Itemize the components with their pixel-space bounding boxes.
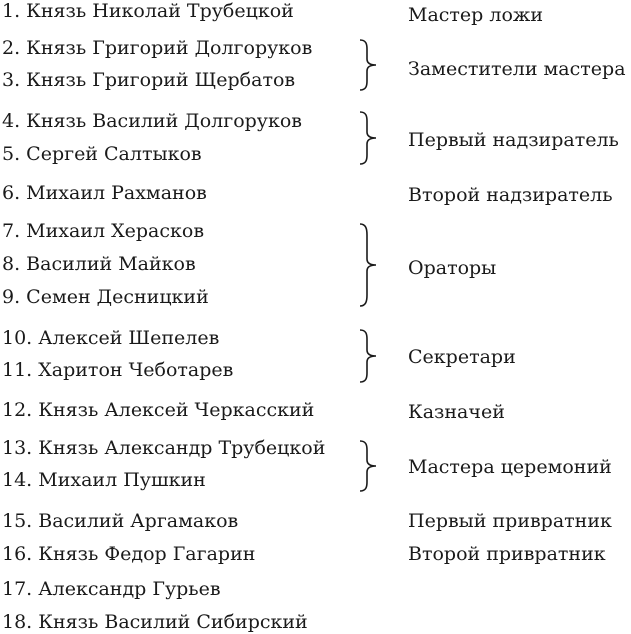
member-12: 12. Князь Алексей Черкасский	[2, 399, 315, 421]
member-14: 14. Михаил Пушкин	[2, 469, 206, 491]
member-10: 10. Алексей Шепелев	[2, 327, 220, 349]
role-ceremony-masters: Мастера церемоний	[408, 456, 612, 478]
role-second-warden: Второй надзиратель	[408, 184, 613, 206]
brace-deputies	[356, 39, 380, 91]
member-3: 3. Князь Григорий Щербатов	[2, 69, 296, 91]
brace-secretaries	[356, 329, 380, 383]
member-1: 1. Князь Николай Трубецкой	[2, 0, 294, 22]
role-orators: Ораторы	[408, 257, 497, 279]
member-7: 7. Михаил Херасков	[2, 220, 205, 242]
role-treasurer: Казначей	[408, 401, 505, 423]
brace-ceremony-masters	[356, 440, 380, 492]
role-deputy-masters: Заместители мастера	[408, 58, 626, 80]
member-6: 6. Михаил Рахманов	[2, 182, 207, 204]
role-lodge-master: Мастер ложи	[408, 4, 544, 26]
member-18: 18. Князь Василий Сибирский	[2, 611, 308, 633]
role-secretaries: Секретари	[408, 346, 516, 368]
member-8: 8. Василий Майков	[2, 253, 196, 275]
member-17: 17. Александр Гурьев	[2, 578, 221, 600]
member-5: 5. Сергей Салтыков	[2, 143, 202, 165]
brace-orators	[356, 223, 380, 307]
role-first-warden: Первый надзиратель	[408, 129, 619, 151]
member-2: 2. Князь Григорий Долгоруков	[2, 37, 313, 59]
member-9: 9. Семен Десницкий	[2, 286, 209, 308]
member-15: 15. Василий Аргамаков	[2, 510, 239, 532]
member-16: 16. Князь Федор Гагарин	[2, 543, 256, 565]
member-13: 13. Князь Александр Трубецкой	[2, 437, 326, 459]
member-11: 11. Харитон Чеботарев	[2, 359, 234, 381]
role-second-doorkeeper: Второй привратник	[408, 543, 606, 565]
member-4: 4. Князь Василий Долгоруков	[2, 110, 303, 132]
role-first-doorkeeper: Первый привратник	[408, 510, 612, 532]
brace-first-warden	[356, 111, 380, 165]
